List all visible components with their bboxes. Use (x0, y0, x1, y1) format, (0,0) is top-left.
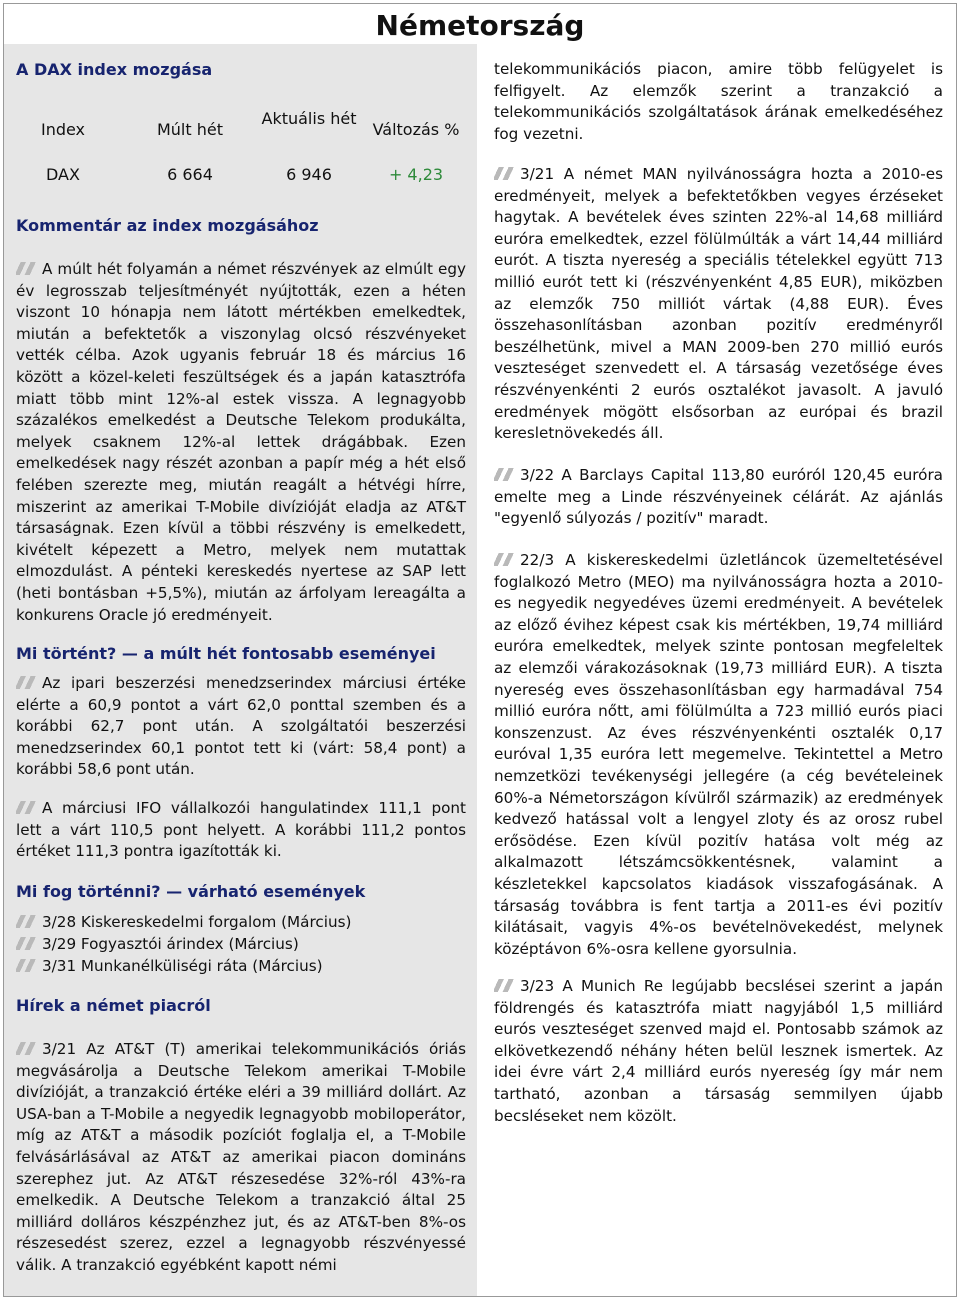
bullet-icon (16, 915, 36, 928)
col-current-week: Aktuális hét (261, 109, 357, 128)
dax-last-week: 6 664 (167, 165, 213, 184)
col-last-week: Múlt hét (156, 120, 223, 139)
page-title: Németország (375, 9, 585, 42)
dax-change: + 4,23 (388, 165, 444, 184)
happened-item: A márciusi IFO vállalkozói hangulatindex 111,1 pont lett a várt 110,5 pont helyett. A korábbi 111,2 pontos értéket 111,3 pontra igazították ki. (16, 799, 466, 861)
bullet-icon (494, 468, 514, 481)
dax-current-week: 6 946 (286, 165, 332, 184)
comment-text: A múlt hét folyamán a német részvények az elmúlt egy év legrosszab teljesítményét nyújtották, ezen a héten viszont 10 hónapja nem látott mértékben emelkedtek, miután a befektetők a viszonylag olcsó részvényeket vették célba. Azok ugyanis február 18 és március 16 között a közel-keleti feszültségek és a japán katasztrófa miatt több mint 12%-al estek vissza. A legnagyobb százalékos emelkedést a Deutsche Telekom produkálta, melyek csaknem 12%-al lettek drágábbak. Ezen emelkedések nagy részét azonban a papír még a hét első felében szerezte meg, miután reagált a hétvégi hírre, miszerint az amerikai T-Mobile divízióját eladja az AT&T társaságnak. Ezen kívül a többi részvény is emelkedett, kivételt képezett a Metro, melyek nem mutattak elmozdulást. A pénteki kereskedés nyertese az SAP lett (heti bontásban +5,5%), miután az árfolyam lereagálta a konkurens Oracle jó eredményeit. (16, 260, 466, 624)
happened-heading: Mi történt? — a múlt hét fontosabb eseményei (16, 644, 436, 663)
upcoming-item: 3/31 Munkanélküliségi ráta (Március) (16, 956, 466, 978)
bullet-icon (16, 937, 36, 950)
upcoming-item: 3/29 Fogyasztói árindex (Március) (16, 934, 466, 956)
dax-table-header (16, 108, 466, 152)
bullet-icon (16, 262, 36, 275)
table-row (16, 164, 466, 208)
news-item: 22/3 A kiskereskedelmi üzletláncok üzemeltetésével foglalkozó Metro (MEO) ma nyilvánosságra hozta a 2010-es negyedik negyedéves üzemi eredményeit. A bevételek az előző évihez képest csak kis mértékben, 19,74 milliárd euróra emelkedtek, melyek szinte pontosan megfeleltek az elemzői várakozásoknak (19,73 milliárd EUR). A tiszta nyereség eves összehasonlításban egy harmadával 754 millió euróra nőtt, ami fölülmúlta a 723 millió eurós piaci konszenzust. Az éves részvényenkénti osztalék 0,17 euróval 1,35 euróra lett megemelve. Tekintettel a Metro nemzetközi tevékenységi jellegére (a cég bevételeinek 60%-a Németországon kívülről származik) az eredmények kedvező hatással volt a lengyel zloty és az orosz rubel erősödése. Ezen kívül pozitív hatása volt még az alkalmazott létszámcsökkentésnek, valamint a készletekkel kapcsolatos kiadások visszafogásának. A társaság továbbra is fent tartja a 2011-es évi pozitív kilátásait, vagyis 4%-os bevételnövekedést, melynek középtávon 6%-osra kellene gyorsulnia. (494, 551, 943, 958)
bullet-icon (16, 1042, 36, 1055)
comment-heading: Kommentár az index mozgásához (16, 216, 319, 235)
bullet-icon (16, 676, 36, 689)
news-item: 3/22 A Barclays Capital 113,80 euróról 120,45 euróra emelte meg a Linde részvényeinek célárát. Az ajánlás "egyenlő súlyozás / pozitív" maradt. (494, 466, 943, 528)
news-heading: Hírek a német piacról (16, 996, 211, 1015)
bullet-icon (16, 959, 36, 972)
bullet-icon (16, 801, 36, 814)
news-item: 3/21 A német MAN nyilvánosságra hozta a 2010-es eredményeit, melyek a befektetőkben vegyes érzéseket hagytak. A bevételek éves szinten 22%-al 14,68 milliárd euróra emelkedtek, ezzel fölülmúlták a várt 14,44 milliárd eurót. A tiszta nyereség a speciális tételekkel együtt 713 millió eurót tett ki (részvényenként 4,85 EUR), miközben az elemzők 750 milliót vártak (4,88 EUR). Éves összehasonlításban azonban pozitív eredményről beszélhetünk, mivel a MAN 2009-ben 270 millió eurós veszteséget szenvedett el. A társaság vezetősége éves részvényenkénti 2 eurós osztalékot javasolt. A javuló eredmények mögött elsősorban az európai és brazil keresletnövekedés áll. (494, 165, 943, 443)
news-item-continued: telekommunikációs piacon, amire több felügyelet is felfigyelt. Az elemzők szerint a tranzakció a telekommunikációs szolgáltatások árának emelkedéséhez fog vezetni. (494, 60, 943, 143)
dax-name: DAX (46, 165, 80, 184)
col-index: Index (40, 120, 86, 139)
bullet-icon (494, 979, 514, 992)
bullet-icon (494, 167, 514, 180)
dax-heading: A DAX index mozgása (16, 60, 213, 79)
col-change: Változás % (372, 120, 460, 139)
happened-item: Az ipari beszerzési menedzserindex márciusi értéke elérte a 60,9 pontot a várt 62,0 ponttal szemben és a korábbi 62,7 pont után. A szolgáltatói beszerzési menedzserindex 60,1 pontot tett ki (várt: 58,4 pont) a korábbi 58,6 pont után. (16, 674, 466, 779)
upcoming-heading: Mi fog történni? — várható események (16, 882, 366, 901)
news-item: 3/23 A Munich Re legújabb becslései szerint a japán földrengés és katasztrófa miatt nagyjából 1,5 milliárd eurós veszteséget szenved majd el. Pontosabb számok az elkövetkezendő néhány héten belül lesznek ismertek. Az idei évre várt 2,4 milliárd eurós nyereség így már nem tartható, azonban a társaság semmilyen újabb becsléseket nem közölt. (494, 977, 943, 1125)
bullet-icon (494, 553, 514, 566)
upcoming-item: 3/28 Kiskereskedelmi forgalom (Március) (16, 912, 466, 934)
news-item: 3/21 Az AT&T (T) amerikai telekommunikációs óriás megvásárolja a Deutsche Telekom amerikai T-Mobile divízióját, a tranzakció értéke eléri a 39 milliárd dollárt. Az USA-ban a T-Mobile a negyedik legnagyobb mobiloperátor, míg az AT&T a második pozíciót foglalja el, a T-Mobile felvásárlásával az AT&T az amerikai piacon domináns szerephez jut. Az AT&T részesedése 32%-ról 43%-ra emelkedik. A Deutsche Telekom a tranzakció által 25 milliárd dolláros készpénzhez jut, és az AT&T-ben 8%-os részesedést szerez, ezzel a legnagyobb részvényessé válik. A tranzakció egyébként kapott némi (16, 1040, 466, 1274)
